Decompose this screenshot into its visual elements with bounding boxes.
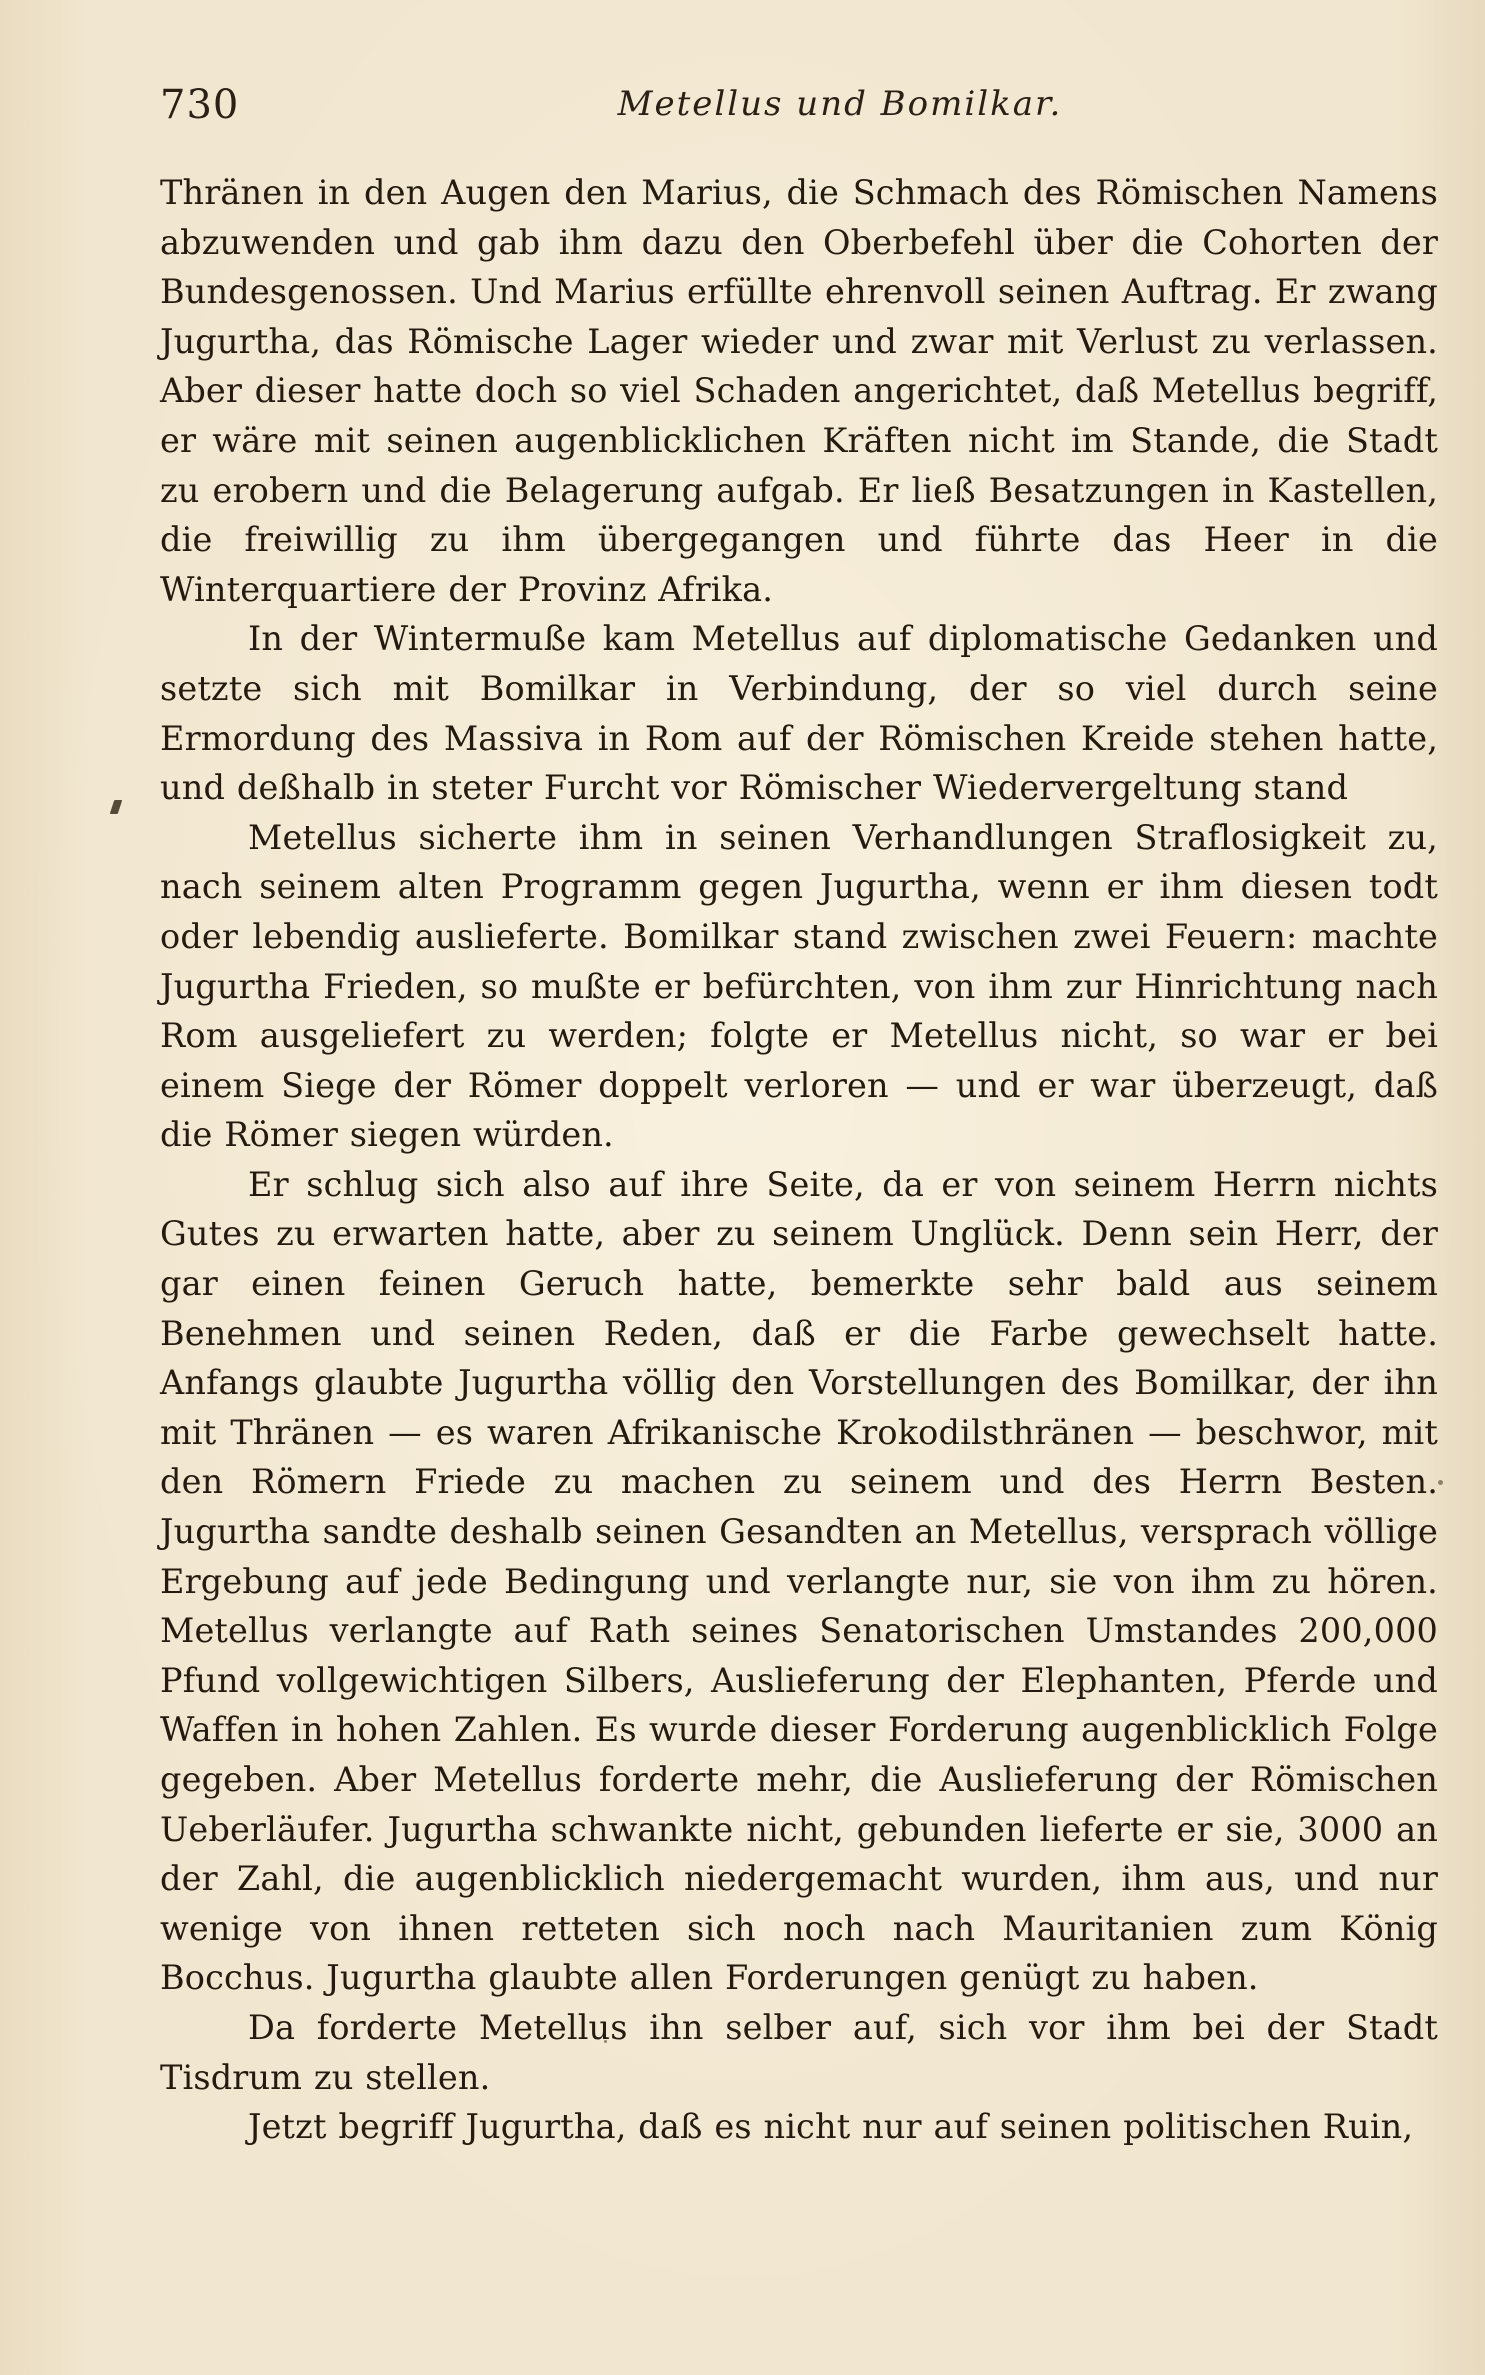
margin-mark: [110, 800, 123, 814]
paragraph-1: Thränen in den Augen den Marius, die Schmach des Römischen Namens abzuwenden und gab ihm dazu den Oberbefehl über die Cohorten der Bundesgenossen. Und Marius erfüllte ehrenvoll seinen Auftrag. Er zwang Jugurtha, das Römische Lager wieder und zwar mit Verlust zu verlassen. Aber dieser hatte doch so viel Schaden angerichtet, daß Metellus begriff, er wäre mit seinen augenblicklichen Kräften nicht im Stande, die Stadt zu erobern und die Belagerung aufgab. Er ließ Besatzungen in Kastellen, die freiwillig zu ihm übergegangen und führte das Heer in die Winterquartiere der Provinz Afrika.: [160, 173, 1438, 609]
paragraph-4: Er schlug sich also auf ihre Seite, da er von seinem Herrn nichts Gutes zu erwarten hatte, aber zu seinem Unglück. Denn sein Herr, der gar einen feinen Geruch hatte, bemerkte sehr bald aus seinem Benehmen und seinen Reden, daß er die Farbe gewechselt hatte. Anfangs glaubte Jugurtha völlig den Vorstellungen des Bomilkar, der ihn mit Thränen — es waren Afrikanische Krokodilsthränen — beschwor, mit den Römern Friede zu machen zu seinem und des Herrn Besten. Jugurtha sandte deshalb seinen Gesandten an Metellus, versprach völlige Ergebung auf jede Bedingung und verlangte nur, sie von ihm zu hören. Metellus verlangte auf Rath seines Senatorischen Umstandes 200,000 Pfund vollgewichtigen Silbers, Auslieferung der Elephanten, Pferde und Waffen in hohen Zahlen. Es wurde dieser Forderung augenblicklich Folge gegeben. Aber Metellus forderte mehr, die Auslieferung der Römischen Ueberläufer. Jugurtha schwankte nicht, gebunden lieferte er sie, 3000 an der Zahl, die augenblicklich niedergemacht wurden, ihm aus, und nur wenige von ihnen retteten sich noch nach Mauritanien zum König Bocchus. Jugurtha glaubte allen Forderungen genügt zu haben.: [160, 1164, 1438, 1998]
paragraph-6: Jetzt begriff Jugurtha, daß es nicht nur auf seinen politischen Ruin,: [248, 2107, 1414, 2147]
page-header: [160, 82, 1440, 142]
paragraph-5: Da forderte Metellus ihn selber auf, sich vor ihm bei der Stadt Tisdrum zu stellen.: [160, 2007, 1438, 2097]
page-number: 730: [160, 82, 240, 128]
body-text: [160, 168, 1438, 2152]
ink-spot: [1438, 1480, 1443, 1485]
paragraph-2: In der Wintermuße kam Metellus auf diplomatische Gedanken und setzte sich mit Bomilkar in Verbindung, der so viel durch seine Ermordung des Massiva in Rom auf der Römischen Kreide stehen hatte, und deßhalb in steter Furcht vor Römischer Wiedervergeltung stand: [160, 619, 1438, 808]
paragraph-3: Metellus sicherte ihm in seinen Verhandlungen Straflosigkeit zu, nach seinem alten Programm gegen Jugurtha, wenn er ihm diesen todt oder lebendig auslieferte. Bomilkar stand zwischen zwei Feuern: machte Jugurtha Frieden, so mußte er befürchten, von ihm zur Hinrichtung nach Rom ausgeliefert zu werden; folgte er Metellus nicht, so war er bei einem Siege der Römer doppelt verloren — und er war überzeugt, daß die Römer siegen würden.: [160, 817, 1438, 1155]
running-title: Metellus und Bomilkar.: [617, 84, 1063, 124]
